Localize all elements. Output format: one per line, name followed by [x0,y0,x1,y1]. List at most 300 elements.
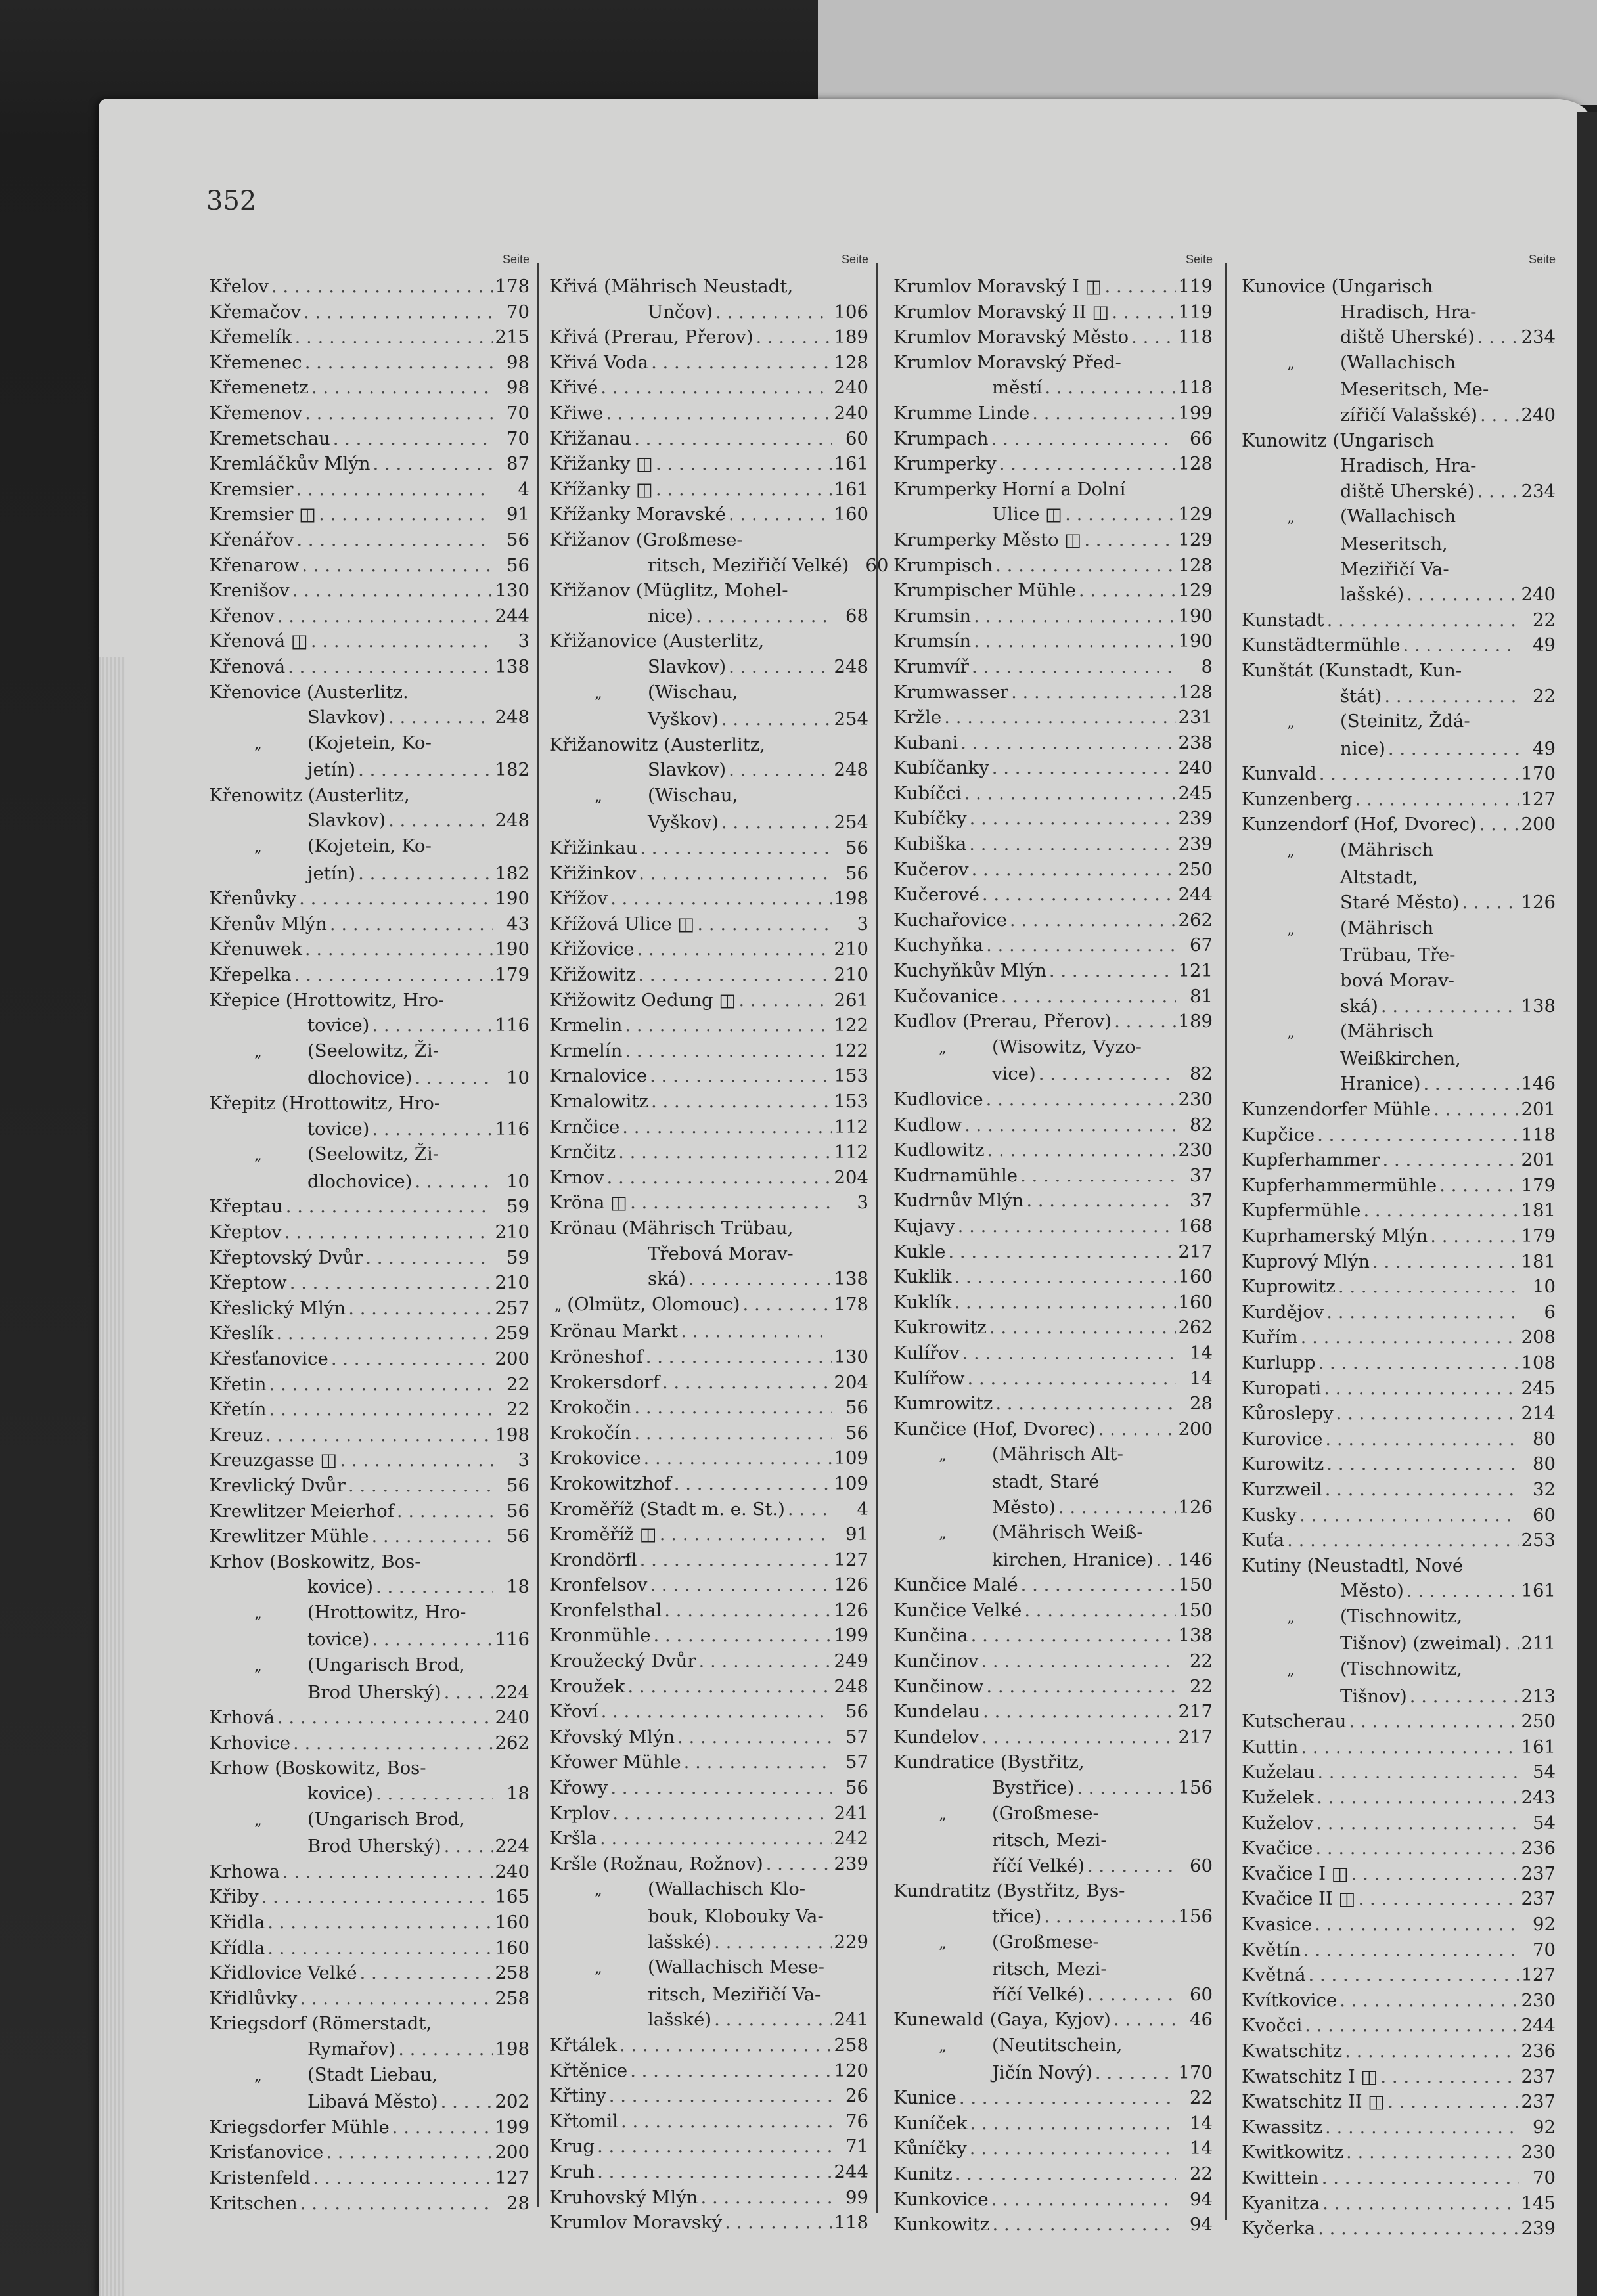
page-ref: 189 [1178,1011,1213,1032]
leader-dots [265,1423,492,1448]
page-ref: 254 [834,812,868,833]
entry-line-final [209,629,529,654]
entry-name: Křeslík [209,1323,274,1344]
page-ref: 126 [1178,1496,1213,1518]
leader-dots [699,1648,832,1674]
leader-dots [1372,1249,1519,1275]
entry-name: (Olmütz, Olomouc) [567,1293,740,1315]
page-ref: 200 [495,1348,529,1369]
index-entry [893,781,1213,806]
entry-name: Krumme Linde [893,402,1030,424]
entry-name: Kröneshof [549,1346,643,1367]
entry-name: Kunštát (Kunstadt, Kun- [1242,659,1462,681]
index-entry [1242,1122,1556,1148]
page-ref: 245 [1178,782,1213,804]
page-ref: 28 [506,2192,529,2214]
leader-dots [619,2033,832,2058]
page-ref: 127 [1521,788,1556,810]
entry-name: Krumlov Moravský Město [893,326,1129,348]
leader-dots [1105,274,1176,299]
index-entry [893,2085,1213,2111]
index-entry [1242,1198,1556,1224]
entry-line-final [1242,1173,1556,1199]
page-ref: 130 [834,1346,868,1367]
entry-line-final [1242,1122,1556,1148]
entry-line-final [1242,1300,1556,1325]
leader-dots [970,2136,1176,2161]
leader-dots [388,808,492,833]
page-ref: 138 [495,655,529,677]
page-ref: 60 [1190,1983,1213,2005]
book-spine [1577,112,1597,2296]
entry-name: Kuchyňkův Mlýn [893,960,1046,982]
entry-line-final [1242,2013,1556,2039]
entry-name: Kuchařovice [893,909,1007,931]
page-ref: 150 [1178,1599,1213,1621]
entry-name: Hranice) [1340,1073,1421,1095]
entry-name: Kremsier ◫ [209,504,317,525]
entry-line [1242,504,1556,531]
index-entry [1242,916,1556,1019]
entry-name: Kvítkovice [1242,1989,1338,2011]
entry-name: Krumsin [893,605,972,627]
leader-dots [1021,1572,1176,1598]
entry-name: Slavkov) [307,810,386,831]
page-ref: 126 [834,1599,868,1621]
entry-line [893,1956,1213,1982]
page-ref: 248 [834,655,868,677]
page-ref: 138 [834,1268,868,1290]
entry-name: (Mährisch Alt- [992,1444,1123,1465]
entry-name: Kůroslepy [1242,1403,1334,1424]
leader-dots [358,757,492,783]
leader-dots [1351,1861,1519,1887]
entry-line-final [1242,1962,1556,1988]
leader-dots [1324,1376,1518,1402]
leader-dots [640,835,832,861]
index-entry [549,375,868,401]
index-entry [893,1087,1213,1113]
page-ref: 70 [1533,2167,1556,2188]
page-ref: 56 [506,529,529,550]
index-entry [893,806,1213,831]
entry-name: Kwatschitz [1242,2040,1343,2062]
entry-name: štát) [1340,685,1382,707]
page-ref: 80 [1533,1428,1556,1449]
entry-line [209,1091,529,1116]
page-ref: 118 [1521,1124,1556,1145]
index-entry [209,1091,529,1141]
page-ref: 248 [495,810,529,831]
entry-name: Kupferhammermühle [1242,1174,1437,1196]
leader-dots [960,730,1175,756]
entry-line-final [549,886,868,912]
entry-name: lašské) [648,1931,712,1953]
entry-line-final [893,1340,1213,1366]
index-column-4 [1242,253,1556,2241]
leader-dots [1316,1785,1518,1811]
index-entry [549,1063,868,1089]
entry-line-final [549,1165,868,1191]
leader-dots [1326,1300,1519,1325]
entry-line-final [209,886,529,912]
index-entry [549,2159,868,2185]
entry-name: Rymařov) [307,2038,396,2060]
entry-name: Křenowitz (Austerlitz, [209,784,410,806]
entry-line-final [549,937,868,962]
entry-name: ritsch, Meziřičí Va- [648,1983,821,2005]
entry-line-final [1242,1631,1556,1656]
entry-name: Kumrowitz [893,1393,993,1415]
entry-line-final [893,933,1213,958]
leader-dots [1309,1962,1519,1988]
entry-name: Krumlov Moravský II ◫ [893,301,1110,322]
entry-name: (Tischnowitz, [1340,1658,1462,1680]
entry-line-final [209,553,529,579]
entry-line-final [893,604,1213,629]
entry-name: Slavkov) [307,707,386,728]
entry-name: Kunvald [1242,763,1316,785]
page-ref: 56 [845,837,868,859]
page-ref: 253 [1521,1530,1556,1551]
entry-name: Krumperky Horní a Dolní [893,478,1126,500]
leader-dots [986,1087,1176,1113]
entry-line [893,2033,1213,2060]
index-entry [549,2109,868,2134]
entry-name: Krönau (Mährisch Trübau, [549,1217,794,1239]
index-entry [209,2011,529,2062]
page-ref: 201 [1521,1099,1556,1120]
index-entry [549,1851,868,1877]
entry-line-final [209,1524,529,1549]
entry-name: Krenišov [209,580,290,602]
entry-name: Krumpach [893,428,989,449]
entry-line [1242,350,1556,378]
leader-dots [1315,1912,1519,1937]
entry-name: Kvačice I ◫ [1242,1863,1349,1884]
entry-name: Kučovanice [893,985,999,1007]
entry-line [1242,428,1556,454]
index-entry [209,912,529,937]
leader-dots [269,1397,493,1423]
entry-name: Kudlov (Prerau, Přerov) [893,1011,1112,1032]
entry-line-final [209,1346,529,1372]
entry-line-final [209,1423,529,1448]
entry-name: Krnov [549,1166,604,1188]
page-ref: 156 [1178,1906,1213,1927]
index-entry [209,527,529,553]
index-entry [1242,1912,1556,1937]
index-entry [1242,1811,1556,1836]
leader-dots [330,912,493,937]
leader-dots [1380,2064,1518,2090]
entry-line-final [549,2185,868,2211]
leader-dots [296,527,493,553]
entry-name: Kyanitza [1242,2192,1320,2214]
entry-line [549,1241,868,1267]
index-entry [1242,658,1556,709]
index-entry [549,1725,868,1750]
page-ref: 210 [495,1221,529,1243]
page-ref: 179 [495,964,529,986]
entry-name: Kunstädtermühle [1242,634,1401,656]
page-ref: 22 [506,1373,529,1395]
leader-dots [305,401,493,426]
entry-line-final [549,1139,868,1165]
entry-name: Kremsier [209,478,294,500]
leader-dots [1338,1274,1519,1300]
entry-line-final [549,477,868,502]
index-entry [893,1340,1213,1366]
leader-dots [986,1674,1176,1700]
index-entry [1242,274,1556,350]
leader-dots [1318,2216,1518,2241]
entry-name: Kyčerka [1242,2218,1316,2240]
index-entry [1242,1759,1556,1785]
index-entry [893,1366,1213,1392]
leader-dots [944,705,1175,730]
ditto-mark: „ [939,1447,947,1465]
entry-name: Kunčinov [893,1650,979,1672]
page-ref: 229 [834,1931,868,1953]
index-entry [893,1878,1213,1929]
leader-dots [972,857,1176,883]
page-ref: 161 [834,478,868,500]
leader-dots [444,1834,493,1859]
index-entry [209,1447,529,1473]
page-ref: 153 [834,1065,868,1087]
entry-line-final [893,1598,1213,1623]
index-entry [549,1699,868,1725]
entry-name: Kudrnův Mlýn [893,1190,1024,1212]
entry-name: Křeptov [209,1221,282,1243]
index-entry [549,1471,868,1497]
leader-dots [989,1315,1176,1340]
page-ref: 168 [1178,1215,1213,1237]
index-entry [893,401,1213,426]
page-ref: 161 [1521,1580,1556,1602]
index-entry [209,1807,529,1859]
entry-line-final [209,1935,529,1961]
entry-name: (Hrottowitz, Hro- [307,1601,466,1623]
entry-name: Kurovice [1242,1428,1323,1449]
index-entry [549,1089,868,1115]
index-entry [893,274,1213,299]
leader-dots [1355,787,1518,812]
entry-name: Kurzweil [1242,1478,1322,1500]
page-ref: 189 [834,326,868,348]
page-ref: 160 [495,1912,529,1933]
page-ref: 22 [1533,609,1556,630]
entry-line [209,2011,529,2037]
entry-line-final [1242,1325,1556,1350]
entry-line-final [209,1270,529,1296]
page-ref: 190 [1178,605,1213,627]
page-ref: 109 [834,1472,868,1494]
page-ref: 59 [506,1196,529,1218]
entry-name: dlochovice) [307,1067,413,1089]
leader-dots [638,962,831,988]
page-ref: 210 [834,964,868,986]
index-entry [549,401,868,426]
page-ref: 170 [1521,763,1556,785]
index-entry [1242,1019,1556,1097]
index-entry [893,1137,1213,1163]
index-entry [549,1115,868,1140]
entry-name: Kusky [1242,1504,1297,1526]
entry-line-final [1242,324,1556,350]
entry-name: Křidla [209,1912,265,1933]
entry-name: Kučerov [893,858,969,880]
entry-name: Kuttin [1242,1736,1299,1757]
entry-name: Kudrnamühle [893,1164,1018,1186]
page-ref: 130 [495,580,529,602]
index-entry [893,933,1213,958]
leader-dots [269,1372,493,1398]
index-entry [209,2165,529,2191]
entry-line-final [893,755,1213,781]
index-entry [209,1705,529,1731]
page-ref: 119 [1178,301,1213,322]
entry-name: Křemelík [209,326,292,348]
leader-dots [305,350,493,376]
entry-name: Křtálek [549,2034,617,2056]
entry-line [1242,658,1556,684]
page-ref: 240 [1521,404,1556,426]
entry-name: Kritschen [209,2192,298,2214]
leader-dots [1084,527,1175,553]
page-ref: 127 [495,2167,529,2188]
leader-dots [304,299,493,325]
leader-dots [1114,1009,1175,1034]
entry-line-final [893,908,1213,933]
entry-name: Křowy [549,1777,608,1799]
entry-line-final [549,1826,868,1851]
next-page-edge [818,0,1597,105]
entry-name: Kuklík [893,1291,952,1313]
leader-dots [755,324,831,350]
entry-line-final [549,1063,868,1089]
leader-dots [987,1137,1175,1163]
index-entry [209,299,529,325]
page-ref: 182 [495,862,529,884]
leader-dots [292,578,493,604]
leader-dots [1095,2060,1176,2086]
entry-line-final [549,1344,868,1370]
page-ref: 94 [1190,2188,1213,2210]
entry-line-final [549,451,868,477]
entry-line-final [1242,1401,1556,1426]
leader-dots [981,1648,1176,1674]
index-entry [893,1623,1213,1648]
entry-name: Křížanky ◫ [549,478,654,500]
index-entry [893,426,1213,452]
page-ref: 248 [834,1675,868,1697]
entry-name: Kunzenberg [1242,788,1353,810]
page-ref: 244 [1521,2015,1556,2037]
page-ref: 236 [1521,1838,1556,1859]
entry-name: Brod Uherský) [307,1681,441,1703]
page-ref: 244 [1178,884,1213,906]
leader-dots [688,1266,832,1292]
index-entry [1242,1988,1556,2014]
index-entry [893,1163,1213,1189]
page-ref: 240 [495,1707,529,1729]
entry-name: Křenův Mlýn [209,913,327,935]
entry-name: Křtěnice [549,2060,628,2081]
entry-name: Kubani [893,732,958,753]
page-ref: 18 [506,1783,529,1805]
index-entry [209,1397,529,1423]
index-entry [1242,1937,1556,1963]
entry-name: Krokovice [549,1447,641,1469]
leader-dots [1504,1631,1518,1656]
page-ref: 22 [1533,685,1556,707]
entry-line-final [209,527,529,553]
entry-name: Křížov [549,888,608,910]
entry-line [1242,299,1556,325]
entry-name: Krokočin [549,1397,632,1419]
leader-dots [714,2007,831,2033]
leader-dots [766,1851,832,1877]
leader-dots [971,1623,1176,1648]
index-entry [209,1910,529,1935]
entry-line-final [549,861,868,887]
column-header-seite: Seite [502,253,529,266]
page-ref: 3 [857,913,868,935]
entry-name: Křepitz (Hrottowitz, Hro- [209,1093,441,1114]
entry-line-final [1242,1503,1556,1528]
entry-line-final [549,375,868,401]
entry-name: Kuprový Mlýn [1242,1250,1370,1272]
entry-name: Kunzendorfer Mühle [1242,1099,1431,1120]
entry-line-final [1242,1912,1556,1937]
index-entry [893,1520,1213,1572]
leader-dots [1305,2013,1518,2039]
entry-line-final [209,1960,529,1986]
page-ref: 56 [845,1701,868,1723]
page-ref: 22 [1190,1650,1213,1672]
column-header-seite: Seite [1185,253,1213,266]
index-entry [1242,837,1556,916]
entry-line-final [209,1731,529,1756]
entry-line-final [1242,2115,1556,2140]
entry-line-final [893,527,1213,553]
page-ref: 67 [1190,935,1213,956]
index-entry [209,1499,529,1524]
entry-name: Kuželau [1242,1761,1315,1783]
leader-dots [305,937,493,962]
page-ref: 248 [495,707,529,728]
page-ref: 179 [1521,1225,1556,1247]
index-entry [549,1344,868,1370]
index-entry [209,988,529,1038]
entry-line-final [209,2115,529,2140]
entry-name: Kundelau [893,1701,981,1723]
leader-dots [333,426,493,452]
entry-line-final [893,1163,1213,1189]
entry-line-final [1242,1071,1556,1097]
entry-line [549,1216,868,1241]
page-ref: 160 [495,1937,529,1958]
page-ref: 161 [1521,1736,1556,1757]
entry-name: Kuprhamerský Mlýn [1242,1225,1428,1247]
ditto-mark: „ [554,1297,562,1314]
page-ref: 146 [1521,1073,1556,1095]
index-entry [1242,504,1556,607]
index-entry [209,1141,529,1194]
leader-dots [700,2185,832,2211]
